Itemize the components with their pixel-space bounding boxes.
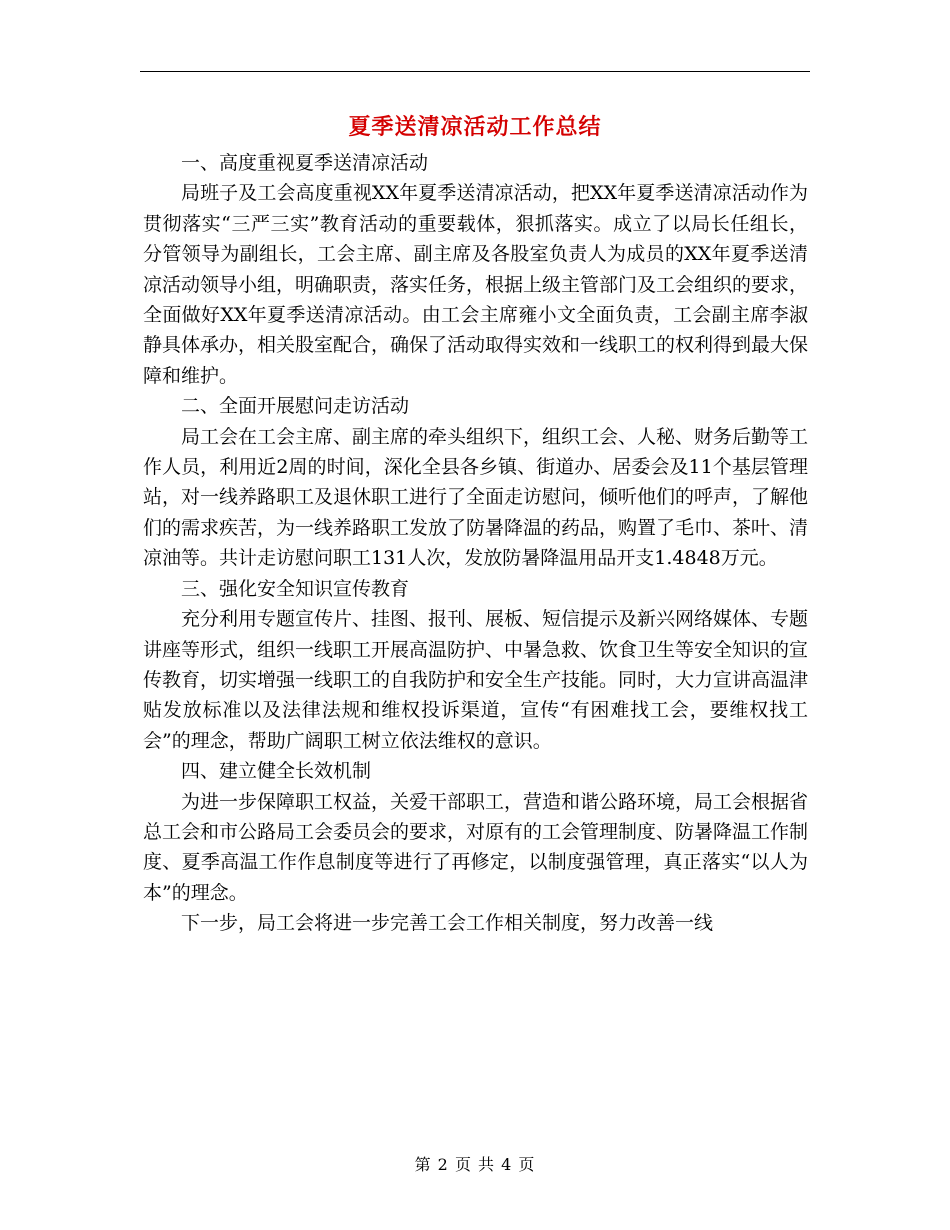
section-heading-1: 一、高度重视夏季送清凉活动 [181, 152, 429, 174]
section-paragraph-4: 为进一步保障职工权益，关爱干部职工，营造和谐公路环境，局工会根据省总工会和市公路局工会委员会的要求，对原有的工会管理制度、防暑降温工作制度、夏季高温工作作息制度等进行了再修定，以制度强管理，真正落实“以人为本”的理念。 [143, 790, 809, 904]
section-heading-3: 三、强化安全知识宣传教育 [181, 577, 410, 600]
section-paragraph-3: 充分利用专题宣传片、挂图、报刊、展板、短信提示及新兴网络媒体、专题讲座等形式，组织一线职工开展高温防护、中暑急救、饮食卫生等安全知识的宣传教育，切实增强一线职工的自我防护和安全生产技能。同时，大力宣讲高温津贴发放标准以及法律法规和维权投诉渠道，宣传“有困难找工会，要维权找工会”的理念，帮助广阔职工树立依法维权的意识。 [143, 608, 809, 752]
section-heading-2: 二、全面开展慰问走访活动 [181, 395, 410, 418]
page-footer: 第 2 页 共 4 页 [414, 1155, 536, 1174]
section-paragraph-1: 局班子及工会高度重视XX年夏季送清凉活动，把XX年夏季送清凉活动作为贯彻落实“三严三实”教育活动的重要载体，狠抓落实。成立了以局长任组长，分管领导为副组长，工会主席、副主席及各股室负责人为成员的XX年夏季送清凉活动领导小组，明确职责，落实任务，根据上级主管部门及工会组织的要求，全面做好XX年夏季送清凉活动。由工会主席雍小文全面负责，工会副主席李淑静具体承办，相关股室配合，确保了活动取得实效和一线职工的权利得到最大保障和维护。 [143, 182, 809, 387]
header-rule [140, 71, 810, 72]
section-heading-4: 四、建立健全长效机制 [181, 760, 372, 783]
closing-paragraph: 下一步，局工会将进一步完善工会工作相关制度，努力改善一线 [181, 912, 714, 935]
document-title: 夏季送清凉活动工作总结 [348, 114, 602, 140]
document-body [143, 148, 808, 939]
section-paragraph-2: 局工会在工会主席、副主席的牵头组织下，组织工会、人秘、财务后勤等工作人员，利用近2周的时间，深化全县各乡镇、街道办、居委会及11个基层管理站，对一线养路职工及退休职工进行了全面走访慰问，倾听他们的呼声，了解他们的需求疾苦，为一线养路职工发放了防暑降温的药品，购置了毛巾、茶叶、清凉油等。共计走访慰问职工131人次，发放防暑降温用品开支1.4848万元。 [143, 425, 809, 570]
